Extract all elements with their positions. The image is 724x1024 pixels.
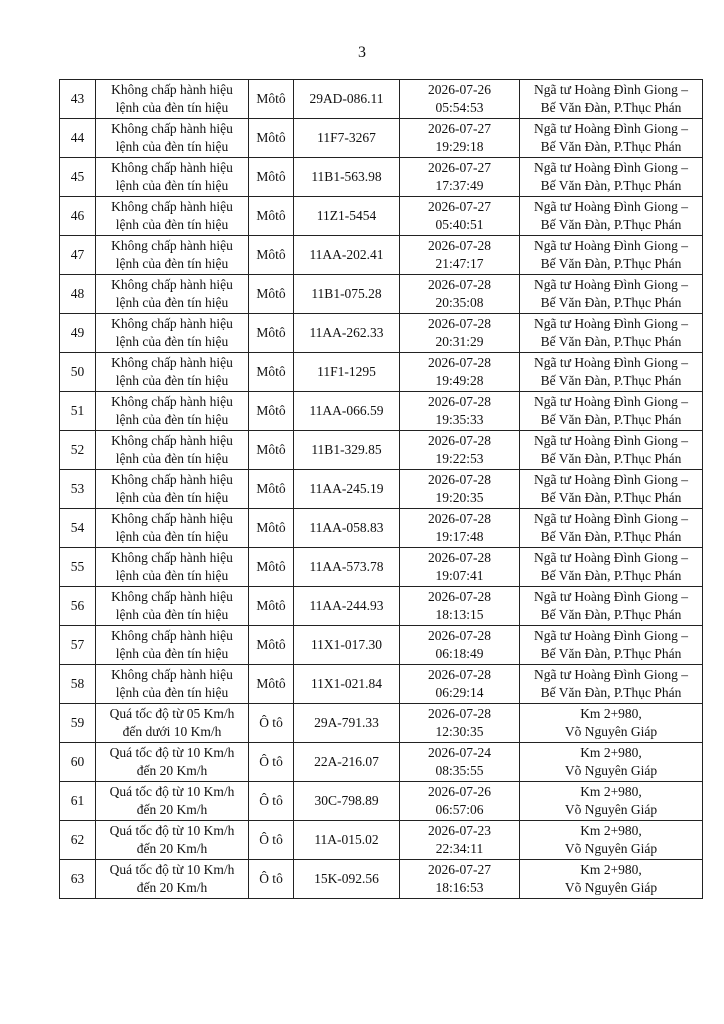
datetime-cell-line: 2026-07-28	[428, 433, 491, 448]
violation-cell	[96, 119, 249, 158]
violation-cell	[96, 860, 249, 899]
location-cell-line: Bế Văn Đàn, P.Thục Phán	[540, 529, 682, 544]
datetime-cell-line: 06:29:14	[435, 685, 484, 700]
violation-cell-line: lệnh của đèn tín hiệu	[115, 568, 229, 583]
row-number-cell: 48	[60, 275, 96, 314]
location-cell-line: Km 2+980,	[580, 862, 642, 877]
license-plate-cell: 11X1-017.30	[294, 626, 400, 665]
violation-cell-line: Quá tốc độ từ 10 Km/h	[109, 823, 235, 838]
violation-cell-line: lệnh của đèn tín hiệu	[115, 334, 229, 349]
datetime-cell	[400, 236, 520, 275]
violation-cell-line: Quá tốc độ từ 10 Km/h	[109, 784, 235, 799]
row-number-cell: 44	[60, 119, 96, 158]
license-plate-cell: 11AA-058.83	[294, 509, 400, 548]
location-cell-line: Ngã tư Hoàng Đình Giong –	[534, 121, 688, 136]
vehicle-type-cell: Môtô	[249, 431, 294, 470]
location-cell-line: Bế Văn Đàn, P.Thục Phán	[540, 217, 682, 232]
location-cell-line: Ngã tư Hoàng Đình Giong –	[534, 550, 688, 565]
location-cell	[520, 353, 703, 392]
table-row	[60, 119, 703, 158]
violation-cell	[96, 158, 249, 197]
location-cell-line: Km 2+980,	[580, 706, 642, 721]
table-row	[60, 431, 703, 470]
violations-table	[59, 79, 703, 899]
violation-cell-line: lệnh của đèn tín hiệu	[115, 607, 229, 622]
violation-cell	[96, 743, 249, 782]
violations-table-body	[60, 80, 703, 899]
datetime-cell-line: 2026-07-28	[428, 589, 491, 604]
table-row	[60, 275, 703, 314]
datetime-cell-line: 21:47:17	[435, 256, 484, 271]
datetime-cell-line: 19:49:28	[435, 373, 484, 388]
row-number-cell: 53	[60, 470, 96, 509]
violation-cell-line: Quá tốc độ từ 05 Km/h	[109, 706, 235, 721]
location-cell	[520, 626, 703, 665]
license-plate-cell: 11AA-202.41	[294, 236, 400, 275]
table-row	[60, 743, 703, 782]
violation-cell-line: đến 20 Km/h	[136, 841, 208, 856]
location-cell-line: Ngã tư Hoàng Đình Giong –	[534, 160, 688, 175]
vehicle-type-cell: Môtô	[249, 119, 294, 158]
location-cell	[520, 80, 703, 119]
location-cell-line: Ngã tư Hoàng Đình Giong –	[534, 394, 688, 409]
violation-cell	[96, 197, 249, 236]
location-cell	[520, 665, 703, 704]
violation-cell-line: lệnh của đèn tín hiệu	[115, 373, 229, 388]
row-number-cell: 55	[60, 548, 96, 587]
vehicle-type-cell: Môtô	[249, 197, 294, 236]
row-number-cell: 58	[60, 665, 96, 704]
row-number-cell: 52	[60, 431, 96, 470]
datetime-cell-line: 2026-07-27	[428, 121, 491, 136]
violation-cell	[96, 314, 249, 353]
location-cell-line: Ngã tư Hoàng Đình Giong –	[534, 511, 688, 526]
vehicle-type-cell: Môtô	[249, 626, 294, 665]
datetime-cell-line: 2026-07-28	[428, 628, 491, 643]
violation-cell	[96, 821, 249, 860]
location-cell	[520, 431, 703, 470]
vehicle-type-cell: Môtô	[249, 236, 294, 275]
location-cell-line: Bế Văn Đàn, P.Thục Phán	[540, 256, 682, 271]
violation-cell	[96, 431, 249, 470]
datetime-cell-line: 2026-07-28	[428, 238, 491, 253]
location-cell-line: Ngã tư Hoàng Đình Giong –	[534, 589, 688, 604]
location-cell-line: Võ Nguyên Giáp	[564, 802, 658, 817]
location-cell-line: Ngã tư Hoàng Đình Giong –	[534, 667, 688, 682]
table-row	[60, 665, 703, 704]
datetime-cell	[400, 275, 520, 314]
datetime-cell	[400, 392, 520, 431]
license-plate-cell: 29AD-086.11	[294, 80, 400, 119]
row-number-cell: 59	[60, 704, 96, 743]
violation-cell	[96, 548, 249, 587]
datetime-cell-line: 19:29:18	[435, 139, 484, 154]
location-cell-line: Bế Văn Đàn, P.Thục Phán	[540, 490, 682, 505]
violation-cell-line: lệnh của đèn tín hiệu	[115, 217, 229, 232]
violation-cell-line: Không chấp hành hiệu	[111, 394, 233, 409]
datetime-cell-line: 05:40:51	[435, 217, 484, 232]
datetime-cell-line: 2026-07-26	[428, 82, 491, 97]
location-cell-line: Bế Văn Đàn, P.Thục Phán	[540, 334, 682, 349]
table-row	[60, 392, 703, 431]
table-row	[60, 821, 703, 860]
violation-cell-line: Không chấp hành hiệu	[111, 667, 233, 682]
license-plate-cell: 22A-216.07	[294, 743, 400, 782]
datetime-cell-line: 2026-07-27	[428, 862, 491, 877]
license-plate-cell: 11AA-245.19	[294, 470, 400, 509]
violation-cell-line: lệnh của đèn tín hiệu	[115, 529, 229, 544]
violation-cell-line: Không chấp hành hiệu	[111, 316, 233, 331]
datetime-cell-line: 08:35:55	[435, 763, 484, 778]
vehicle-type-cell: Ô tô	[249, 704, 294, 743]
violation-cell-line: Không chấp hành hiệu	[111, 550, 233, 565]
license-plate-cell: 11AA-262.33	[294, 314, 400, 353]
datetime-cell	[400, 782, 520, 821]
row-number-cell: 54	[60, 509, 96, 548]
violation-cell	[96, 392, 249, 431]
table-row	[60, 470, 703, 509]
location-cell-line: Km 2+980,	[580, 784, 642, 799]
vehicle-type-cell: Ô tô	[249, 860, 294, 899]
location-cell-line: Võ Nguyên Giáp	[564, 724, 658, 739]
location-cell-line: Võ Nguyên Giáp	[564, 880, 658, 895]
datetime-cell-line: 19:22:53	[435, 451, 484, 466]
license-plate-cell: 11Z1-5454	[294, 197, 400, 236]
location-cell-line: Bế Văn Đàn, P.Thục Phán	[540, 568, 682, 583]
license-plate-cell: 11AA-244.93	[294, 587, 400, 626]
datetime-cell	[400, 743, 520, 782]
violation-cell-line: Không chấp hành hiệu	[111, 628, 233, 643]
location-cell	[520, 548, 703, 587]
location-cell	[520, 197, 703, 236]
datetime-cell	[400, 821, 520, 860]
datetime-cell-line: 2026-07-28	[428, 472, 491, 487]
location-cell	[520, 119, 703, 158]
table-row	[60, 548, 703, 587]
location-cell-line: Võ Nguyên Giáp	[564, 763, 658, 778]
datetime-cell	[400, 431, 520, 470]
violation-cell-line: lệnh của đèn tín hiệu	[115, 412, 229, 427]
violation-cell-line: Không chấp hành hiệu	[111, 511, 233, 526]
datetime-cell-line: 18:13:15	[435, 607, 484, 622]
row-number-cell: 49	[60, 314, 96, 353]
table-row	[60, 80, 703, 119]
location-cell	[520, 275, 703, 314]
row-number-cell: 56	[60, 587, 96, 626]
location-cell	[520, 470, 703, 509]
vehicle-type-cell: Môtô	[249, 665, 294, 704]
location-cell-line: Ngã tư Hoàng Đình Giong –	[534, 472, 688, 487]
location-cell-line: Ngã tư Hoàng Đình Giong –	[534, 82, 688, 97]
datetime-cell	[400, 665, 520, 704]
violation-cell-line: Không chấp hành hiệu	[111, 160, 233, 175]
violation-cell-line: lệnh của đèn tín hiệu	[115, 295, 229, 310]
violation-cell-line: lệnh của đèn tín hiệu	[115, 139, 229, 154]
table-row	[60, 314, 703, 353]
violation-cell-line: Quá tốc độ từ 10 Km/h	[109, 745, 235, 760]
datetime-cell-line: 2026-07-28	[428, 667, 491, 682]
violation-cell-line: lệnh của đèn tín hiệu	[115, 490, 229, 505]
location-cell-line: Ngã tư Hoàng Đình Giong –	[534, 277, 688, 292]
location-cell	[520, 587, 703, 626]
datetime-cell-line: 2026-07-28	[428, 355, 491, 370]
violation-cell-line: Không chấp hành hiệu	[111, 472, 233, 487]
datetime-cell-line: 2026-07-28	[428, 277, 491, 292]
location-cell-line: Bế Văn Đàn, P.Thục Phán	[540, 139, 682, 154]
table-row	[60, 782, 703, 821]
location-cell-line: Ngã tư Hoàng Đình Giong –	[534, 316, 688, 331]
location-cell-line: Bế Văn Đàn, P.Thục Phán	[540, 607, 682, 622]
datetime-cell-line: 19:20:35	[435, 490, 484, 505]
violation-cell-line: đến dưới 10 Km/h	[122, 724, 222, 739]
license-plate-cell: 11X1-021.84	[294, 665, 400, 704]
datetime-cell-line: 2026-07-24	[428, 745, 491, 760]
table-row	[60, 353, 703, 392]
vehicle-type-cell: Môtô	[249, 548, 294, 587]
datetime-cell-line: 22:34:11	[435, 841, 484, 856]
table-row	[60, 626, 703, 665]
datetime-cell-line: 2026-07-23	[428, 823, 491, 838]
row-number-cell: 62	[60, 821, 96, 860]
location-cell	[520, 236, 703, 275]
violation-cell	[96, 782, 249, 821]
violation-cell-line: lệnh của đèn tín hiệu	[115, 100, 229, 115]
row-number-cell: 45	[60, 158, 96, 197]
location-cell-line: Km 2+980,	[580, 745, 642, 760]
datetime-cell	[400, 860, 520, 899]
datetime-cell-line: 2026-07-28	[428, 316, 491, 331]
datetime-cell	[400, 626, 520, 665]
datetime-cell	[400, 119, 520, 158]
row-number-cell: 57	[60, 626, 96, 665]
table-row	[60, 158, 703, 197]
violation-cell-line: Không chấp hành hiệu	[111, 199, 233, 214]
violation-cell	[96, 275, 249, 314]
location-cell-line: Bế Văn Đàn, P.Thục Phán	[540, 685, 682, 700]
datetime-cell	[400, 353, 520, 392]
row-number-cell: 50	[60, 353, 96, 392]
violation-cell-line: đến 20 Km/h	[136, 802, 208, 817]
vehicle-type-cell: Ô tô	[249, 782, 294, 821]
license-plate-cell: 15K-092.56	[294, 860, 400, 899]
location-cell-line: Bế Văn Đàn, P.Thục Phán	[540, 646, 682, 661]
datetime-cell-line: 2026-07-27	[428, 160, 491, 175]
violation-cell-line: lệnh của đèn tín hiệu	[115, 451, 229, 466]
row-number-cell: 60	[60, 743, 96, 782]
datetime-cell-line: 19:35:33	[435, 412, 484, 427]
vehicle-type-cell: Môtô	[249, 275, 294, 314]
violation-cell-line: Không chấp hành hiệu	[111, 355, 233, 370]
table-row	[60, 509, 703, 548]
violation-cell-line: lệnh của đèn tín hiệu	[115, 178, 229, 193]
violation-cell-line: đến 20 Km/h	[136, 880, 208, 895]
datetime-cell-line: 20:35:08	[435, 295, 484, 310]
datetime-cell-line: 05:54:53	[435, 100, 484, 115]
location-cell	[520, 158, 703, 197]
location-cell-line: Ngã tư Hoàng Đình Giong –	[534, 199, 688, 214]
license-plate-cell: 29A-791.33	[294, 704, 400, 743]
table-row	[60, 704, 703, 743]
datetime-cell	[400, 509, 520, 548]
datetime-cell-line: 12:30:35	[435, 724, 484, 739]
license-plate-cell: 11B1-075.28	[294, 275, 400, 314]
license-plate-cell: 11B1-329.85	[294, 431, 400, 470]
datetime-cell-line: 2026-07-27	[428, 199, 491, 214]
datetime-cell-line: 2026-07-28	[428, 511, 491, 526]
table-row	[60, 197, 703, 236]
location-cell-line: Bế Văn Đàn, P.Thục Phán	[540, 295, 682, 310]
license-plate-cell: 30C-798.89	[294, 782, 400, 821]
vehicle-type-cell: Môtô	[249, 314, 294, 353]
row-number-cell: 46	[60, 197, 96, 236]
violation-cell	[96, 80, 249, 119]
row-number-cell: 63	[60, 860, 96, 899]
vehicle-type-cell: Môtô	[249, 353, 294, 392]
row-number-cell: 43	[60, 80, 96, 119]
license-plate-cell: 11AA-573.78	[294, 548, 400, 587]
location-cell-line: Ngã tư Hoàng Đình Giong –	[534, 355, 688, 370]
vehicle-type-cell: Ô tô	[249, 743, 294, 782]
location-cell	[520, 821, 703, 860]
table-row	[60, 236, 703, 275]
location-cell-line: Ngã tư Hoàng Đình Giong –	[534, 433, 688, 448]
license-plate-cell: 11A-015.02	[294, 821, 400, 860]
violation-cell	[96, 587, 249, 626]
datetime-cell	[400, 548, 520, 587]
violation-cell	[96, 704, 249, 743]
violation-cell	[96, 665, 249, 704]
violation-cell-line: Quá tốc độ từ 10 Km/h	[109, 862, 235, 877]
violation-cell-line: Không chấp hành hiệu	[111, 277, 233, 292]
license-plate-cell: 11B1-563.98	[294, 158, 400, 197]
violation-cell-line: Không chấp hành hiệu	[111, 82, 233, 97]
datetime-cell	[400, 158, 520, 197]
violation-cell-line: lệnh của đèn tín hiệu	[115, 646, 229, 661]
violation-cell	[96, 470, 249, 509]
table-row	[60, 587, 703, 626]
datetime-cell-line: 17:37:49	[435, 178, 484, 193]
location-cell	[520, 704, 703, 743]
datetime-cell-line: 18:16:53	[435, 880, 484, 895]
vehicle-type-cell: Môtô	[249, 509, 294, 548]
license-plate-cell: 11AA-066.59	[294, 392, 400, 431]
datetime-cell	[400, 587, 520, 626]
datetime-cell	[400, 314, 520, 353]
datetime-cell-line: 2026-07-28	[428, 550, 491, 565]
row-number-cell: 47	[60, 236, 96, 275]
violation-cell	[96, 236, 249, 275]
datetime-cell	[400, 704, 520, 743]
location-cell-line: Bế Văn Đàn, P.Thục Phán	[540, 178, 682, 193]
location-cell	[520, 860, 703, 899]
violation-cell-line: đến 20 Km/h	[136, 763, 208, 778]
violation-cell-line: lệnh của đèn tín hiệu	[115, 685, 229, 700]
location-cell	[520, 392, 703, 431]
license-plate-cell: 11F1-1295	[294, 353, 400, 392]
violation-cell	[96, 353, 249, 392]
location-cell-line: Võ Nguyên Giáp	[564, 841, 658, 856]
row-number-cell: 61	[60, 782, 96, 821]
location-cell	[520, 782, 703, 821]
license-plate-cell: 11F7-3267	[294, 119, 400, 158]
violation-cell-line: Không chấp hành hiệu	[111, 121, 233, 136]
vehicle-type-cell: Môtô	[249, 392, 294, 431]
datetime-cell-line: 06:57:06	[435, 802, 484, 817]
location-cell-line: Bế Văn Đàn, P.Thục Phán	[540, 373, 682, 388]
location-cell-line: Ngã tư Hoàng Đình Giong –	[534, 628, 688, 643]
location-cell-line: Bế Văn Đàn, P.Thục Phán	[540, 412, 682, 427]
violation-cell-line: Không chấp hành hiệu	[111, 238, 233, 253]
violation-cell	[96, 509, 249, 548]
datetime-cell-line: 19:17:48	[435, 529, 484, 544]
vehicle-type-cell: Môtô	[249, 158, 294, 197]
violation-cell	[96, 626, 249, 665]
row-number-cell: 51	[60, 392, 96, 431]
location-cell-line: Km 2+980,	[580, 823, 642, 838]
datetime-cell-line: 20:31:29	[435, 334, 484, 349]
datetime-cell-line: 2026-07-26	[428, 784, 491, 799]
violation-cell-line: Không chấp hành hiệu	[111, 433, 233, 448]
location-cell	[520, 314, 703, 353]
violation-cell-line: lệnh của đèn tín hiệu	[115, 256, 229, 271]
page-number: 3	[358, 44, 366, 61]
datetime-cell	[400, 197, 520, 236]
datetime-cell-line: 2026-07-28	[428, 706, 491, 721]
datetime-cell-line: 2026-07-28	[428, 394, 491, 409]
location-cell-line: Ngã tư Hoàng Đình Giong –	[534, 238, 688, 253]
table-row	[60, 860, 703, 899]
datetime-cell-line: 06:18:49	[435, 646, 484, 661]
violation-cell-line: Không chấp hành hiệu	[111, 589, 233, 604]
location-cell-line: Bế Văn Đàn, P.Thục Phán	[540, 451, 682, 466]
datetime-cell	[400, 470, 520, 509]
datetime-cell-line: 19:07:41	[435, 568, 484, 583]
location-cell	[520, 509, 703, 548]
vehicle-type-cell: Môtô	[249, 470, 294, 509]
datetime-cell	[400, 80, 520, 119]
location-cell-line: Bế Văn Đàn, P.Thục Phán	[540, 100, 682, 115]
vehicle-type-cell: Môtô	[249, 80, 294, 119]
vehicle-type-cell: Ô tô	[249, 821, 294, 860]
location-cell	[520, 743, 703, 782]
vehicle-type-cell: Môtô	[249, 587, 294, 626]
